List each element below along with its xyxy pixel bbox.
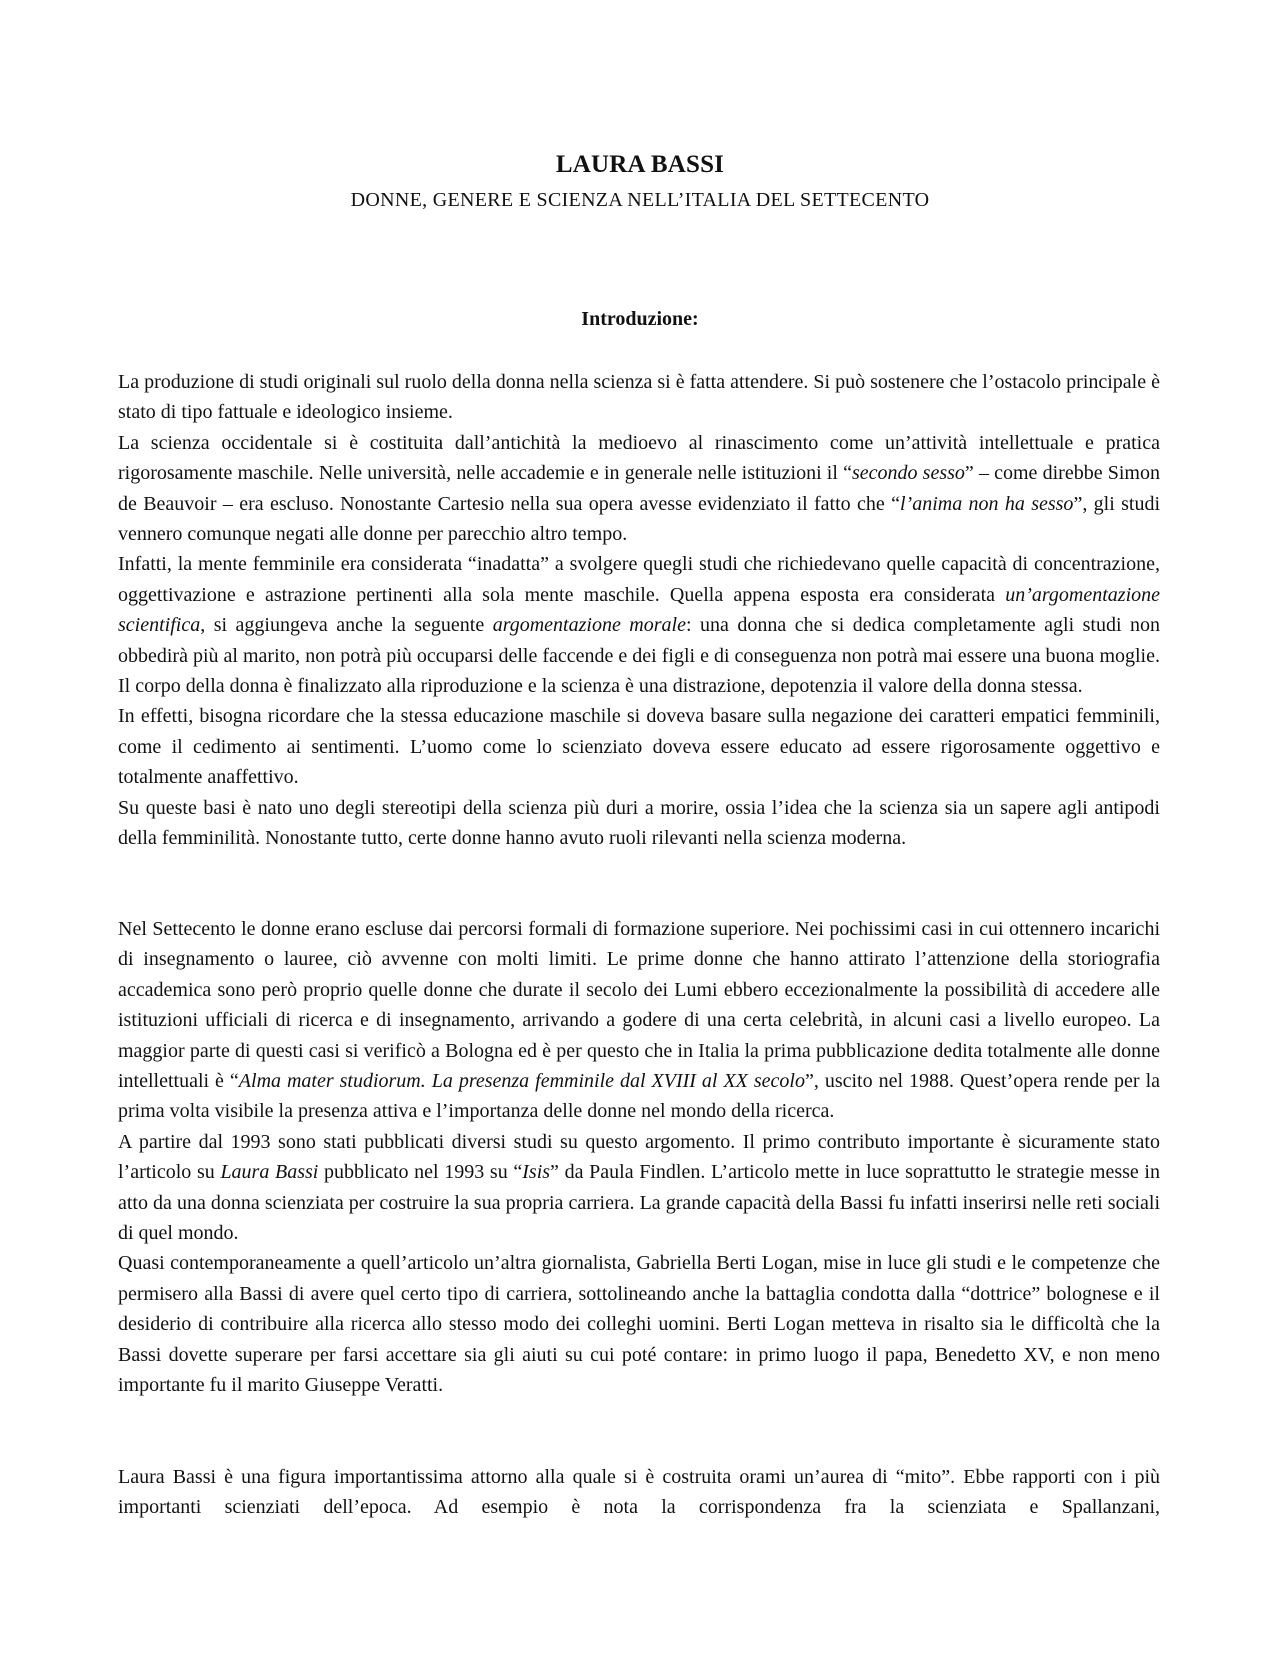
figure-block	[118, 1462, 1160, 1523]
italic-isis: Isis	[522, 1161, 551, 1184]
paragraph-9: Laura Bassi è una figura importantissima attorno alla quale si è costruita orami un’aurea di “mito”. Ebbe rapporti con i più importanti scienziati dell’epoca. Ad esempio è nota la corrispondenza fra la scienziata e Spallanzani,	[118, 1466, 1160, 1519]
section-heading: Introduzione:	[581, 308, 699, 330]
italic-secondo-sesso: secondo sesso	[851, 462, 965, 485]
italic-laura-bassi: Laura Bassi	[220, 1161, 319, 1184]
paragraph-8: Quasi contemporaneamente a quell’articolo un’altra giornalista, Gabriella Berti Logan, mise in luce gli studi e le competenze che permisero alla Bassi di avere quel certo tipo di carriera, sottolineando anche la battaglia condotta dalla “dottrice” bolognese e il desiderio di contribuire alla ricerca allo stesso modo dei colleghi uomini. Berti Logan metteva in risalto sia le difficoltà che la Bassi dovette superare per farsi accettare sia gli aiuti su cui poté contare: in primo luogo il papa, Benedetto XV, e non meno importante fu il marito Giuseppe Veratti.	[118, 1252, 1160, 1397]
document-title: LAURA BASSI	[555, 151, 725, 178]
italic-argomentazione-scientifica: un’argomentazione scientifica	[118, 583, 1160, 637]
paragraph-5: Su queste basi è nato uno degli stereotipi della scienza più duri a morire, ossia l’idea che la scienza sia un sapere agli antipodi della femminilità. Nonostante tutto, certe donne hanno avuto ruoli rilevanti nella scienza moderna.	[118, 796, 1160, 850]
intro-block	[118, 367, 1160, 854]
paragraph-2: La scienza occidentale si è costituita dall’antichità la medioevo al rinascimento come un’attività intellettuale e pratica rigorosamente maschile. Nelle università, nelle accademie e in generale nelle istituzioni il “secondo sesso” – come direbbe Simon de Beauvoir – era escluso. Nonostante Cartesio nella sua opera avesse evidenziato il fatto che “l’anima non ha sesso”, gli studi vennero comunque negati alle donne per parecchio altro tempo.	[118, 431, 1160, 546]
italic-anima-quote: l’anima non ha sesso	[899, 492, 1074, 515]
italic-alma-mater-title: Alma mater studiorum. La presenza femminile dal XVIII al XX secolo	[238, 1070, 805, 1093]
paragraph-7: A partire dal 1993 sono stati pubblicati diversi studi su questo argomento. Il primo contributo importante è sicuramente stato l’articolo su Laura Bassi pubblicato nel 1993 su “Isis” da Paula Findlen. L’articolo mette in luce soprattutto le strategie messe in atto da una donna scienziata per costruire la sua propria carriera. La grande capacità della Bassi fu infatti inserirsi nelle reti sociali di quel mondo.	[118, 1130, 1160, 1245]
document-subtitle: DONNE, GENERE E SCIENZA NELL’ITALIA DEL SETTECENTO	[350, 189, 930, 211]
paragraph-3: Infatti, la mente femminile era considerata “inadatta” a svolgere quegli studi che richiedevano quelle capacità di concentrazione, oggettivazione e astrazione pertinenti alla sola mente maschile. Quella appena esposta era considerata un’argomentazione scientifica, si aggiungeva anche la seguente argomentazione morale: una donna che si dedica completamente agli studi non obbedirà più al marito, non potrà più occuparsi delle faccende e dei figli e di conseguenza non potrà mai essere una buona moglie. Il corpo della donna è finalizzato alla riproduzione e la scienza è una distrazione, depotenzia il valore della donna stessa.	[118, 553, 1160, 698]
history-block	[118, 914, 1160, 1401]
paragraph-1: La produzione di studi originali sul ruolo della donna nella scienza si è fatta attendere. Si può sostenere che l’ostacolo principale è stato di tipo fattuale e ideologico insieme.	[118, 371, 1160, 424]
paragraph-6: Nel Settecento le donne erano escluse dai percorsi formali di formazione superiore. Nei pochissimi casi in cui ottennero incarichi di insegnamento o lauree, ciò avvenne con molti limiti. Le prime donne che hanno attirato l’attenzione della storiografia accademica sono però proprio quelle donne che durate il secolo dei Lumi ebbero eccezionalmente la possibilità di accedere alle istituzioni ufficiali di ricerca e di insegnamento, arrivando a godere di una certa celebrità, in alcuni casi a livello europeo. La maggior parte di questi casi si verificò a Bologna ed è per questo che in Italia la prima pubblicazione dedita totalmente alle donne intellettuali è “Alma mater studiorum. La presenza femminile dal XVIII al XX secolo”, uscito nel 1988. Quest’opera rende per la prima volta visibile la presenza attiva e l’importanza delle donne nel mondo della ricerca.	[118, 918, 1161, 1123]
paragraph-4: In effetti, bisogna ricordare che la stessa educazione maschile si doveva basare sulla negazione dei caratteri empatici femminili, come il cedimento ai sentimenti. L’uomo come lo scienziato doveva essere educato ad essere rigorosamente oggettivo e totalmente anaffettivo.	[118, 705, 1160, 789]
italic-argomentazione-morale: argomentazione morale	[492, 614, 686, 637]
